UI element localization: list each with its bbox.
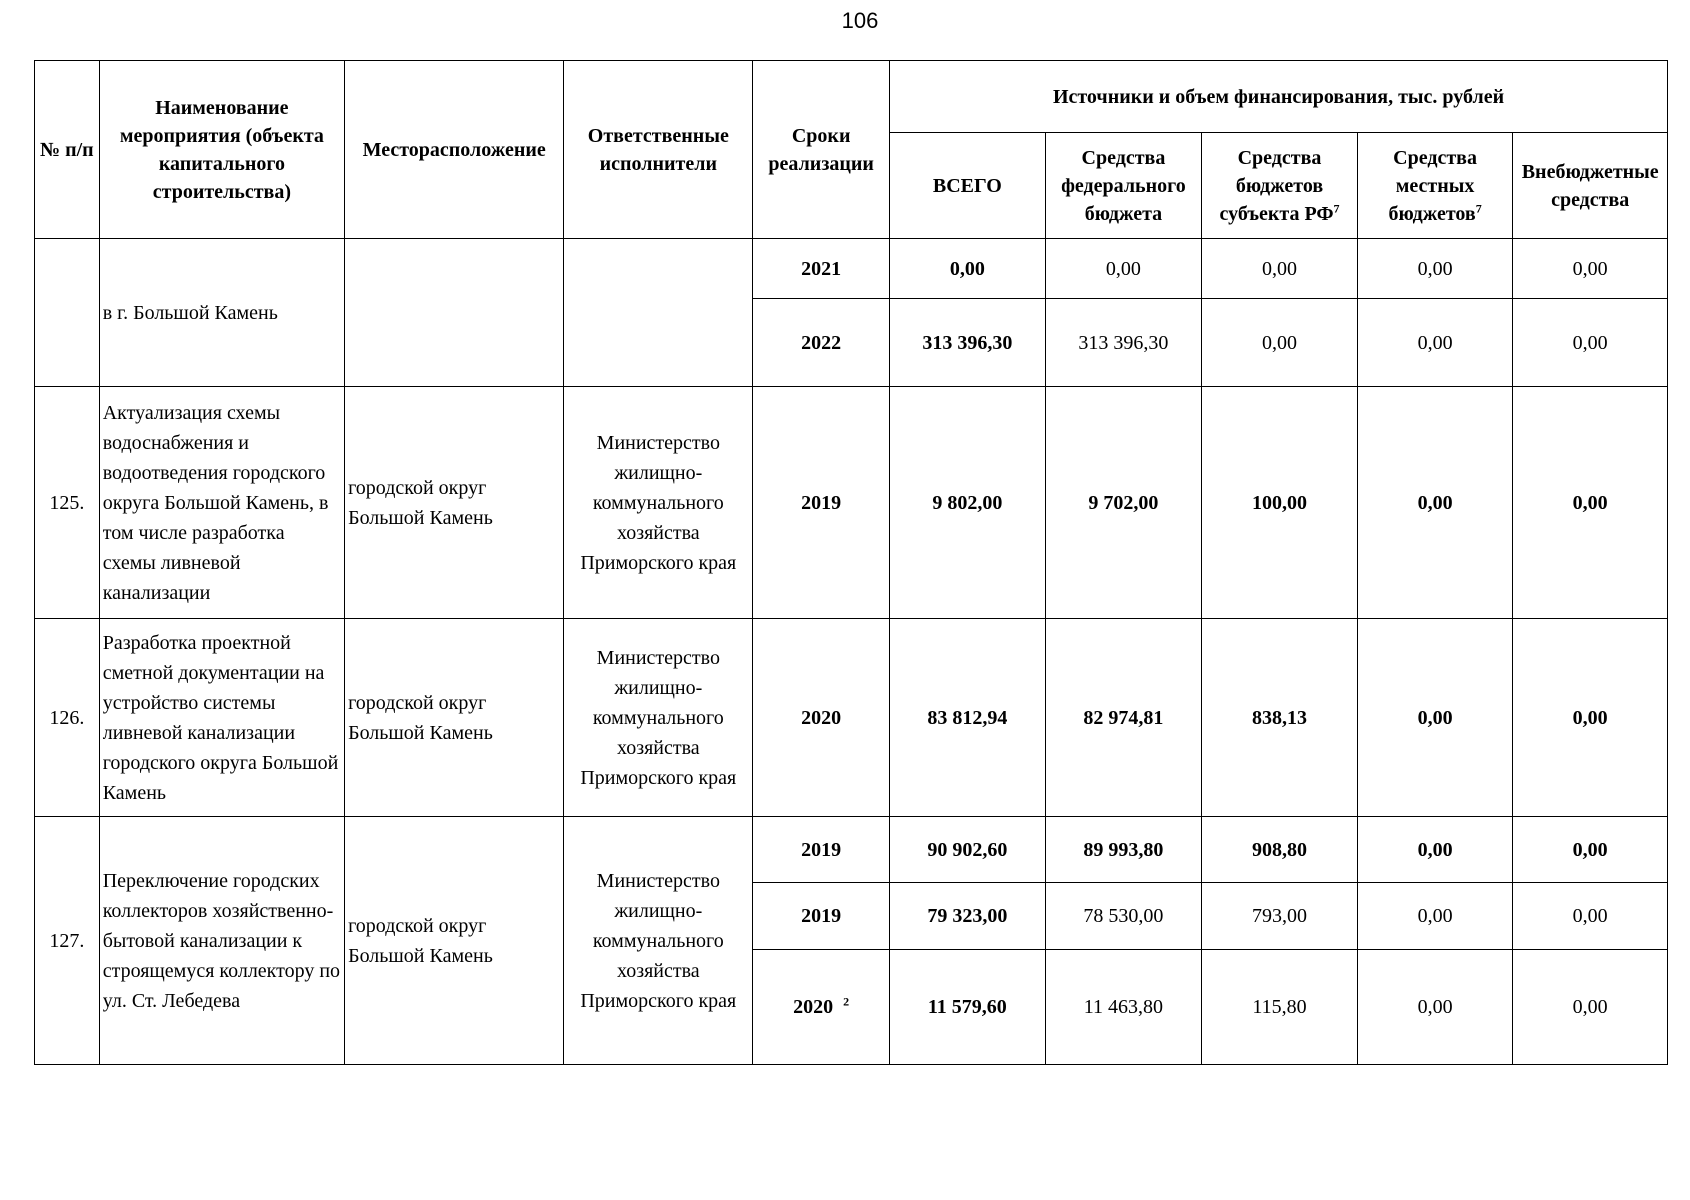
row126-regional: 838,13 bbox=[1202, 619, 1358, 817]
row125-local: 0,00 bbox=[1357, 387, 1513, 619]
cont-federal-2021: 0,00 bbox=[1045, 239, 1202, 299]
row125-regional: 100,00 bbox=[1202, 387, 1358, 619]
header-period: Сроки реализации bbox=[753, 61, 890, 239]
header-sources: Источники и объем финансирования, тыс. рублей bbox=[890, 61, 1668, 133]
row127-extra-2: 0,00 bbox=[1513, 883, 1668, 950]
row127-name: Переключение городских коллекторов хозяйственно-бытовой канализации к строящемуся коллектору по ул. Ст. Лебедева bbox=[99, 817, 344, 1065]
row127-year-3-label: 2020 bbox=[793, 996, 834, 1018]
row127-total-1: 90 902,60 bbox=[890, 817, 1046, 883]
cont-name: в г. Большой Камень bbox=[99, 239, 344, 387]
cont-regional-2021: 0,00 bbox=[1202, 239, 1358, 299]
header-regional bbox=[1202, 133, 1358, 239]
cont-regional-2022: 0,00 bbox=[1202, 299, 1358, 387]
cont-year-2021: 2021 bbox=[753, 239, 890, 299]
row127-num: 127. bbox=[35, 817, 100, 1065]
page-number: 106 bbox=[841, 8, 879, 33]
row127-regional-1: 908,80 bbox=[1202, 817, 1358, 883]
row127-federal-3: 11 463,80 bbox=[1045, 950, 1202, 1065]
row127-year-2: 2019 bbox=[753, 883, 890, 950]
table-row bbox=[35, 817, 1668, 883]
header-regional-label: Средства бюджетов субъекта РФ bbox=[1219, 146, 1334, 225]
row127-year-1: 2019 bbox=[753, 817, 890, 883]
cont-location-cell bbox=[345, 239, 564, 387]
row127-year-3-footnote: 2 bbox=[843, 994, 850, 1009]
header-extra: Внебюджетные средства bbox=[1513, 133, 1668, 239]
row127-regional-3: 115,80 bbox=[1202, 950, 1358, 1065]
header-regional-footnote: 7 bbox=[1333, 200, 1340, 215]
cont-total-2021: 0,00 bbox=[890, 239, 1046, 299]
row126-local: 0,00 bbox=[1357, 619, 1513, 817]
header-local bbox=[1357, 133, 1513, 239]
row127-location: городской округ Большой Камень bbox=[345, 817, 564, 1065]
row125-name: Актуализация схемы водоснабжения и водоотведения городского округа Большой Камень, в том числе разработка схемы ливневой канализации bbox=[99, 387, 344, 619]
header-num: № п/п bbox=[35, 61, 100, 239]
table-row bbox=[35, 387, 1668, 619]
row127-total-3: 11 579,60 bbox=[890, 950, 1046, 1065]
row127-responsible: Министерство жилищно-коммунального хозяйства Приморского края bbox=[564, 817, 753, 1065]
cont-responsible-cell bbox=[564, 239, 753, 387]
row125-location: городской округ Большой Камень bbox=[345, 387, 564, 619]
row126-responsible: Министерство жилищно-коммунального хозяйства Приморского края bbox=[564, 619, 753, 817]
row125-year: 2019 bbox=[753, 387, 890, 619]
table-row bbox=[35, 619, 1668, 817]
row127-local-2: 0,00 bbox=[1357, 883, 1513, 950]
row127-federal-1: 89 993,80 bbox=[1045, 817, 1202, 883]
row125-federal: 9 702,00 bbox=[1045, 387, 1202, 619]
row127-extra-3: 0,00 bbox=[1513, 950, 1668, 1065]
row125-extra: 0,00 bbox=[1513, 387, 1668, 619]
cont-year-2022: 2022 bbox=[753, 299, 890, 387]
row127-regional-2: 793,00 bbox=[1202, 883, 1358, 950]
row127-local-1: 0,00 bbox=[1357, 817, 1513, 883]
table-row bbox=[35, 239, 1668, 299]
cont-extra-2022: 0,00 bbox=[1513, 299, 1668, 387]
row125-responsible: Министерство жилищно-коммунального хозяйства Приморского края bbox=[564, 387, 753, 619]
header-federal: Средства федерального бюджета bbox=[1045, 133, 1202, 239]
row126-extra: 0,00 bbox=[1513, 619, 1668, 817]
header-location: Месторасположение bbox=[345, 61, 564, 239]
cont-total-2022: 313 396,30 bbox=[890, 299, 1046, 387]
row126-num: 126. bbox=[35, 619, 100, 817]
row126-location: городской округ Большой Камень bbox=[345, 619, 564, 817]
row127-local-3: 0,00 bbox=[1357, 950, 1513, 1065]
cont-local-2021: 0,00 bbox=[1357, 239, 1513, 299]
financing-table bbox=[34, 60, 1668, 1065]
header-responsible: Ответственные исполнители bbox=[564, 61, 753, 239]
row127-extra-1: 0,00 bbox=[1513, 817, 1668, 883]
cont-num-cell bbox=[35, 239, 100, 387]
cont-local-2022: 0,00 bbox=[1357, 299, 1513, 387]
row127-total-2: 79 323,00 bbox=[890, 883, 1046, 950]
row126-name: Разработка проектной сметной документации на устройство системы ливневой канализации городского округа Большой Камень bbox=[99, 619, 344, 817]
row125-num: 125. bbox=[35, 387, 100, 619]
row125-total: 9 802,00 bbox=[890, 387, 1046, 619]
header-total: ВСЕГО bbox=[890, 133, 1046, 239]
cont-federal-2022: 313 396,30 bbox=[1045, 299, 1202, 387]
row126-total: 83 812,94 bbox=[890, 619, 1046, 817]
row127-federal-2: 78 530,00 bbox=[1045, 883, 1202, 950]
header-name: Наименование мероприятия (объекта капитального строительства) bbox=[99, 61, 344, 239]
cont-extra-2021: 0,00 bbox=[1513, 239, 1668, 299]
header-local-footnote: 7 bbox=[1475, 200, 1482, 215]
row126-federal: 82 974,81 bbox=[1045, 619, 1202, 817]
header-local-label: Средства местных бюджетов bbox=[1388, 146, 1477, 225]
row127-year-3 bbox=[753, 950, 890, 1065]
row126-year: 2020 bbox=[753, 619, 890, 817]
